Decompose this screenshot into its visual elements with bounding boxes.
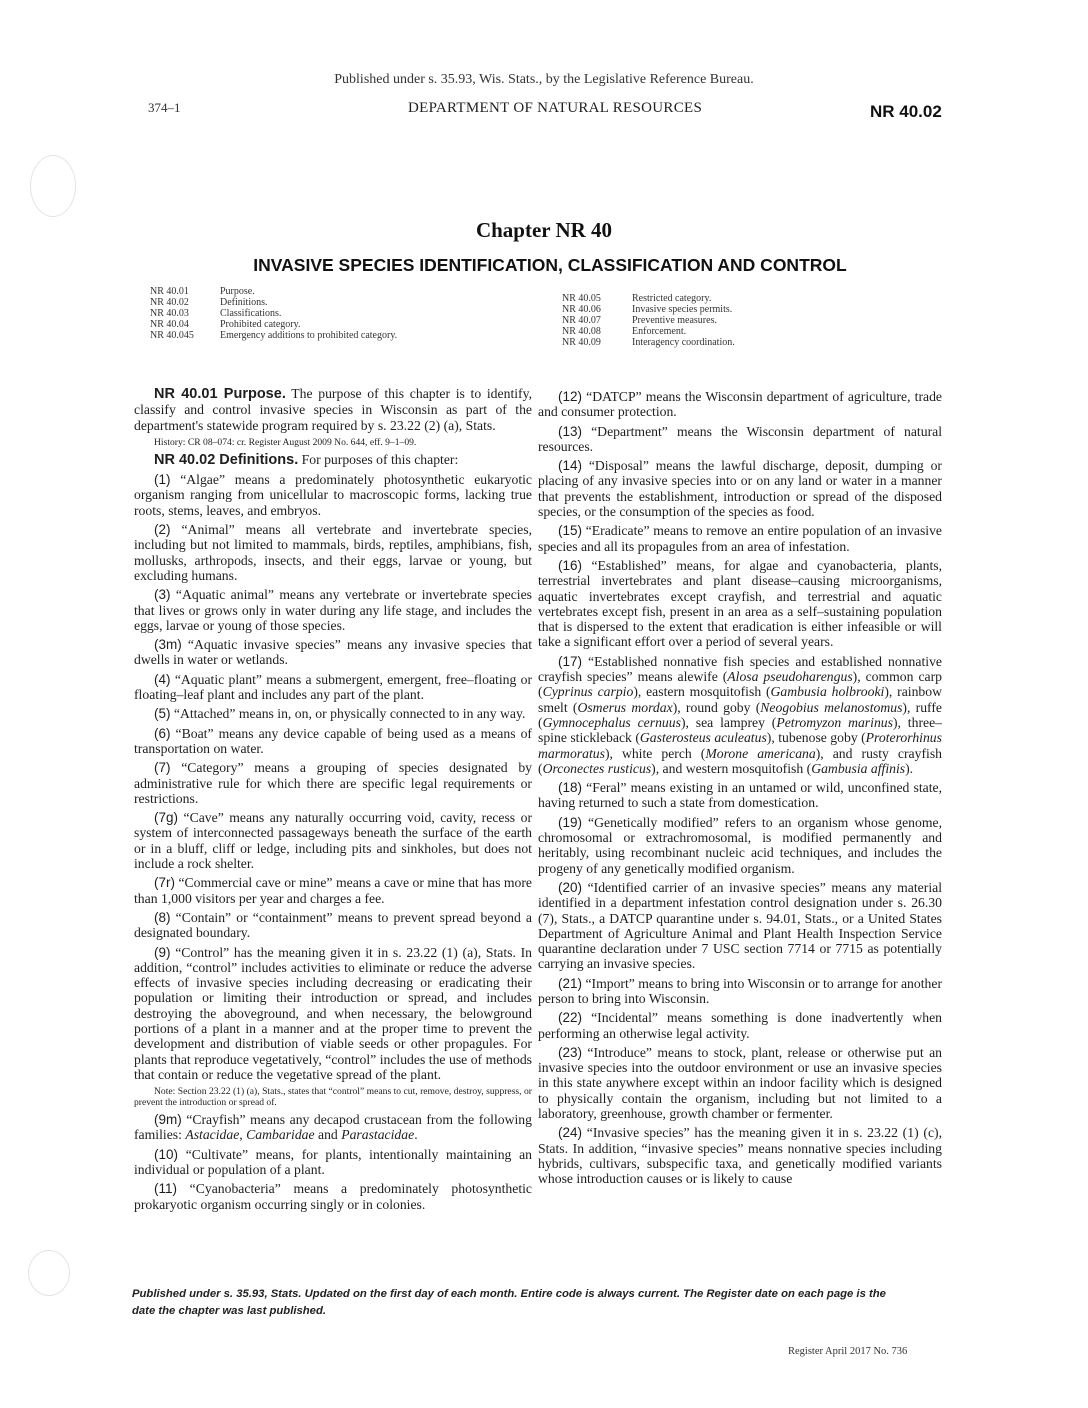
definition-item [134, 1112, 532, 1143]
definition-item [134, 637, 532, 668]
definition-number: (15) [558, 523, 583, 539]
species-name: Neogobius melanostomus [760, 699, 903, 715]
species-name: Alosa pseudoharengus [727, 669, 853, 685]
definition-item [134, 875, 532, 906]
definition-item [538, 458, 942, 519]
toc-number: NR 40.02 [150, 297, 189, 308]
definition-text: ), and rusty crayfish ( [538, 745, 942, 776]
register-date: Register April 2017 No. 736 [788, 1346, 908, 1357]
definition-item [134, 1181, 532, 1212]
toc-number: NR 40.08 [562, 326, 601, 337]
toc-title: Prohibited category. [220, 319, 301, 330]
toc-title: Enforcement. [632, 326, 687, 337]
definition-item [538, 976, 942, 1007]
species-name: Morone americana [705, 745, 816, 761]
definition-item [538, 1010, 942, 1041]
section-text: The purpose of this chapter is to identify, classify and control invasive species in Wisconsin as part of the department's statewide program required by s. 23.22 (2) (a), Stats. [134, 386, 532, 433]
definition-number: (24) [558, 1125, 583, 1141]
toc-left [150, 286, 397, 341]
toc-number: NR 40.03 [150, 308, 189, 319]
definition-number: (20) [558, 879, 583, 895]
toc-entry [150, 308, 397, 319]
definition-number: (22) [558, 1010, 583, 1026]
definition-number: (23) [558, 1044, 583, 1060]
definition-text: “Cyanobacteria” means a predominately photosynthetic prokaryotic organism occurring singly or in colonies. [134, 1181, 533, 1212]
history-note: History: CR 08–074: cr. Register August 2009 No. 644, eff. 9–1–09. [154, 436, 417, 448]
definition-item [134, 945, 532, 1083]
definition-text: ), round goby ( [672, 699, 761, 715]
definition-text: and [314, 1127, 342, 1143]
definition-text: ), and western mosquitofish ( [651, 760, 812, 776]
species-name: Gambusia holbrooki [770, 684, 885, 700]
definition-item [538, 389, 942, 420]
section-purpose [134, 386, 532, 433]
toc-entry [562, 304, 735, 315]
definition-text: “Eradicate” means to remove an entire population of an invasive species and all its propagules from an area of infestation. [538, 523, 942, 554]
definition-text: “Aquatic invasive species” means any invasive species that dwells in water or wetlands. [134, 637, 532, 668]
toc-title: Definitions. [220, 297, 268, 308]
definition-item [538, 815, 942, 876]
toc-right [562, 293, 735, 348]
toc-entry [562, 293, 735, 304]
toc-number: NR 40.04 [150, 319, 189, 330]
definition-number: (4) [154, 671, 171, 687]
definition-text: “Disposal” means the lawful discharge, deposit, dumping or placing of any invasive species into or on any land or water in a manner that prevents the establishment, introduction or spread of the disposed species, or the consumption of the species as food. [538, 458, 942, 520]
definition-text: “Identified carrier of an invasive species” means any material identified in a department infestation control designation under s. 26.30 (7), Stats., a DATCP quarantine under s. 94.01, Stats., or a United States Department of Agriculture Animal and Plant Health Inspection Service quarantine declaration under 7 USC section 7714 or 7715 as potentially carrying an invasive species. [538, 879, 942, 972]
page-number: 374–1 [148, 100, 181, 115]
definition-text: “Attached” means in, on, or physically connected to in any way. [173, 706, 526, 722]
definition-item [538, 424, 942, 455]
definition-item [134, 910, 532, 941]
toc-title: Classifications. [220, 308, 282, 319]
section-definitions [134, 452, 532, 468]
species-name: Orconectes rusticus [542, 760, 652, 776]
definition-text: ), sea lamprey ( [680, 714, 777, 730]
definition-number: (11) [154, 1181, 178, 1197]
definition-text: . [414, 1127, 418, 1143]
left-column [134, 386, 532, 1216]
definition-number: (10) [154, 1146, 179, 1162]
published-header: Published under s. 35.93, Wis. Stats., by the Legislative Reference Bureau. [334, 72, 754, 87]
definition-item [538, 1045, 942, 1121]
chapter-title: Chapter NR 40 [475, 218, 613, 242]
definition-item [538, 654, 942, 776]
section-heading: NR 40.01 Purpose. [154, 386, 286, 402]
definition-text: “Cultivate” means, for plants, intentionally maintaining an individual or population of a plant. [134, 1146, 532, 1178]
toc-entry [150, 297, 397, 308]
definition-item [134, 672, 532, 703]
definition-number: (12) [558, 389, 583, 404]
toc-number: NR 40.07 [562, 315, 601, 326]
definition-number: (7) [154, 760, 171, 776]
definition-text: “Department” means the Wisconsin department of natural resources. [538, 423, 943, 454]
definition-number: (5) [154, 706, 171, 722]
toc-number: NR 40.045 [150, 330, 194, 341]
definition-item [134, 760, 532, 806]
toc-number: NR 40.05 [562, 293, 601, 304]
definition-item [134, 810, 532, 871]
definition-number: (7r) [154, 875, 175, 891]
family-names: Parastacidae [341, 1127, 415, 1143]
definition-number: (8) [154, 909, 171, 925]
definition-number: (1) [154, 472, 171, 488]
definition-item [538, 558, 942, 650]
species-name: Gasterosteus aculeatus [639, 730, 767, 746]
definition-text: “Invasive species” has the meaning given it in s. 23.22 (1) (c), Stats. In addition, “invasive species” means nonnative species including hybrids, cultivars, subspecific taxa, and genetically modified variants whose introduction causes or is likely to cause [538, 1125, 942, 1187]
species-name: Osmerus mordax [577, 699, 673, 715]
definition-text: “Incidental” means something is done inadvertently when performing an otherwise legal activity. [538, 1010, 943, 1041]
definition-text: “Category” means a grouping of species designated by administrative rule for which there are specific legal requirements or restrictions. [134, 760, 533, 806]
definition-number: (3m) [154, 637, 182, 653]
toc-entry [150, 330, 397, 341]
definition-text: “Boat” means any device capable of being used as a means of transportation on water. [134, 725, 532, 756]
toc-title: Interagency coordination. [632, 337, 735, 348]
definition-item [134, 726, 532, 757]
definition-text: ), common carp ( [538, 669, 942, 700]
definition-item [538, 880, 942, 972]
toc-number: NR 40.01 [150, 286, 189, 297]
section-heading: NR 40.02 Definitions. [154, 451, 299, 468]
definition-item [134, 472, 532, 518]
definition-text: “Contain” or “containment” means to prevent spread beyond a designated boundary. [134, 909, 533, 941]
definition-item [538, 780, 942, 811]
toc-entry [150, 286, 397, 297]
definition-number: (6) [154, 725, 171, 741]
toc-title: Restricted category. [632, 293, 712, 304]
definition-text: “Import” means to bring into Wisconsin or to arrange for another person to bring into Wisconsin. [538, 975, 942, 1006]
binder-hole [30, 155, 76, 217]
definition-number: (18) [558, 780, 583, 796]
definition-number: (13) [558, 423, 583, 439]
right-column [538, 389, 942, 1191]
definition-text: “Established nonnative fish species and established nonnative crayfish species” means alewife ( [538, 653, 942, 685]
definition-number: (16) [558, 557, 583, 573]
species-name: Proterorhinus marmoratus [538, 730, 942, 761]
definition-number: (3) [154, 587, 171, 603]
definition-number: (21) [558, 975, 583, 991]
toc-title: Emergency additions to prohibited category. [220, 330, 398, 341]
definition-text: “Established” means, for algae and cyanobacteria, plants, terrestrial invertebrates and plant disease–causing microorganisms, aquatic invertebrates except crayfish, and terrestrial and aquatic vertebrates except fish, present in an area as a self–sustaining population that is dispersed to the extent that eradication is either infeasible or will take a significant effort over a period of several years. [538, 557, 942, 650]
definition-text: “Aquatic animal” means any vertebrate or invertebrate species that lives or grows only in water during any life stage, and includes the eggs, larvae or young of those species. [134, 587, 533, 633]
toc-title: Purpose. [220, 286, 255, 297]
definition-item [134, 1147, 532, 1178]
definition-text: ). [905, 760, 914, 776]
definition-number: (9) [154, 944, 171, 960]
definition-text: “Crayfish” means any decapod crustacean from the following families: [134, 1112, 532, 1143]
definition-text: ), tubenose goby ( [766, 730, 866, 746]
definition-text: “Genetically modified” refers to an organism whose genome, chromosomal or extrachromosomal, is modified permanently and heritably, using recombinant nucleic acid techniques, and includes the progeny of any genetically modified organism. [538, 814, 942, 876]
definition-item [134, 522, 532, 583]
definition-number: (19) [558, 814, 583, 830]
section-text: For purposes of this chapter: [301, 451, 459, 467]
definition-item [538, 523, 942, 554]
toc-title: Preventive measures. [632, 315, 717, 326]
definition-text: “Aquatic plant” means a submergent, emergent, free–floating or floating–leaf plant and includes any part of the plant. [134, 671, 533, 703]
definition-number: (9m) [154, 1112, 182, 1128]
toc-number: NR 40.09 [562, 337, 601, 348]
definition-text: “Animal” means all vertebrate and invertebrate species, including but not limited to mammals, birds, reptiles, amphibians, fish, mollusks, arthropods, insects, and their eggs, larvae or young, but excluding humans. [134, 522, 532, 583]
species-name: Gymnocephalus cernuus [542, 714, 681, 730]
toc-entry [562, 326, 735, 337]
chapter-subtitle: INVASIVE SPECIES IDENTIFICATION, CLASSIFICATION AND CONTROL [253, 255, 847, 275]
definition-text: “Algae” means a predominately photosynthetic eukaryotic organism ranging from unicellular to macroscopic forms, lacking true roots, stems, leaves, and embryos. [134, 472, 532, 518]
species-name: Cyprinus carpio [542, 684, 634, 700]
toc-title: Invasive species permits. [632, 304, 733, 315]
definition-text: ), rainbow smelt ( [538, 684, 942, 715]
toc-number: NR 40.06 [562, 304, 601, 315]
binder-hole [28, 1250, 70, 1296]
definition-text: ), eastern mosquitofish ( [633, 684, 771, 700]
toc-entry [562, 337, 735, 348]
department-header: DEPARTMENT OF NATURAL RESOURCES [408, 100, 703, 116]
definition-text: ), three–spine stickleback ( [538, 714, 942, 746]
definition-number: (2) [154, 522, 171, 538]
definition-item [134, 587, 532, 633]
definition-item [134, 706, 532, 721]
definition-number: (14) [558, 458, 583, 474]
species-name: Petromyzon marinus [776, 714, 893, 730]
definition-text: “Feral” means existing in an untamed or wild, unconfined state, having returned to such a state from domestication. [538, 780, 943, 811]
definition-text: “Introduce” means to stock, plant, release or otherwise put an invasive species into the outdoor environment or use an invasive species in this state anywhere except within an indoor facility which is designed to physically contain the organism, including but not limited to a laboratory, greenhouse, growth chamber or fermenter. [538, 1044, 943, 1122]
toc-entry [150, 319, 397, 330]
definition-text: ), white perch ( [604, 745, 706, 761]
definition-text: “DATCP” means the Wisconsin department of agriculture, trade and consumer protection. [538, 389, 943, 420]
footer-note: Published under s. 35.93, Stats. Updated on the first day of each month. Entire code is always current. The Register date on each page is the date the chapter was last published. [132, 1288, 886, 1317]
definition-number: (7g) [154, 810, 179, 826]
species-name: Gambusia affinis [811, 760, 906, 776]
definition-text: “Commercial cave or mine” means a cave or mine that has more than 1,000 visitors per year and charges a fee. [134, 875, 533, 906]
definition-text: ), ruffe ( [538, 699, 942, 730]
note: Note: Section 23.22 (1) (a), Stats., states that “control” means to cut, remove, destroy, suppress, or prevent the introduction or spread of. [134, 1086, 532, 1109]
definition-item [538, 1125, 942, 1186]
definition-text: “Control” has the meaning given it in s. 23.22 (1) (a), Stats. In addition, “control” includes activities to eliminate or reduce the adverse effects of invasive species including decreasing or eradicating their population or limiting their introduction or spread, and includes destroying the aboveground, and when necessary, the belowground portions of a plant in a manner and at the proper time to prevent the development and distribution of viable seeds or other propagules. For plants that reproduce vegetatively, “control” includes the use of methods that contain or reduce the vegetative spread of the plant. [134, 944, 533, 1082]
definition-text: “Cave” means any naturally occurring void, cavity, recess or system of interconnected passageways beneath the surface of the earth or in a bluff, cliff or ledge, including pits and sinkholes, but does not include a rock shelter. [134, 810, 532, 872]
section-id: NR 40.02 [870, 102, 942, 121]
definition-number: (17) [558, 653, 583, 669]
toc-entry [562, 315, 735, 326]
family-names: Astacidae, Cambaridae [185, 1127, 315, 1143]
